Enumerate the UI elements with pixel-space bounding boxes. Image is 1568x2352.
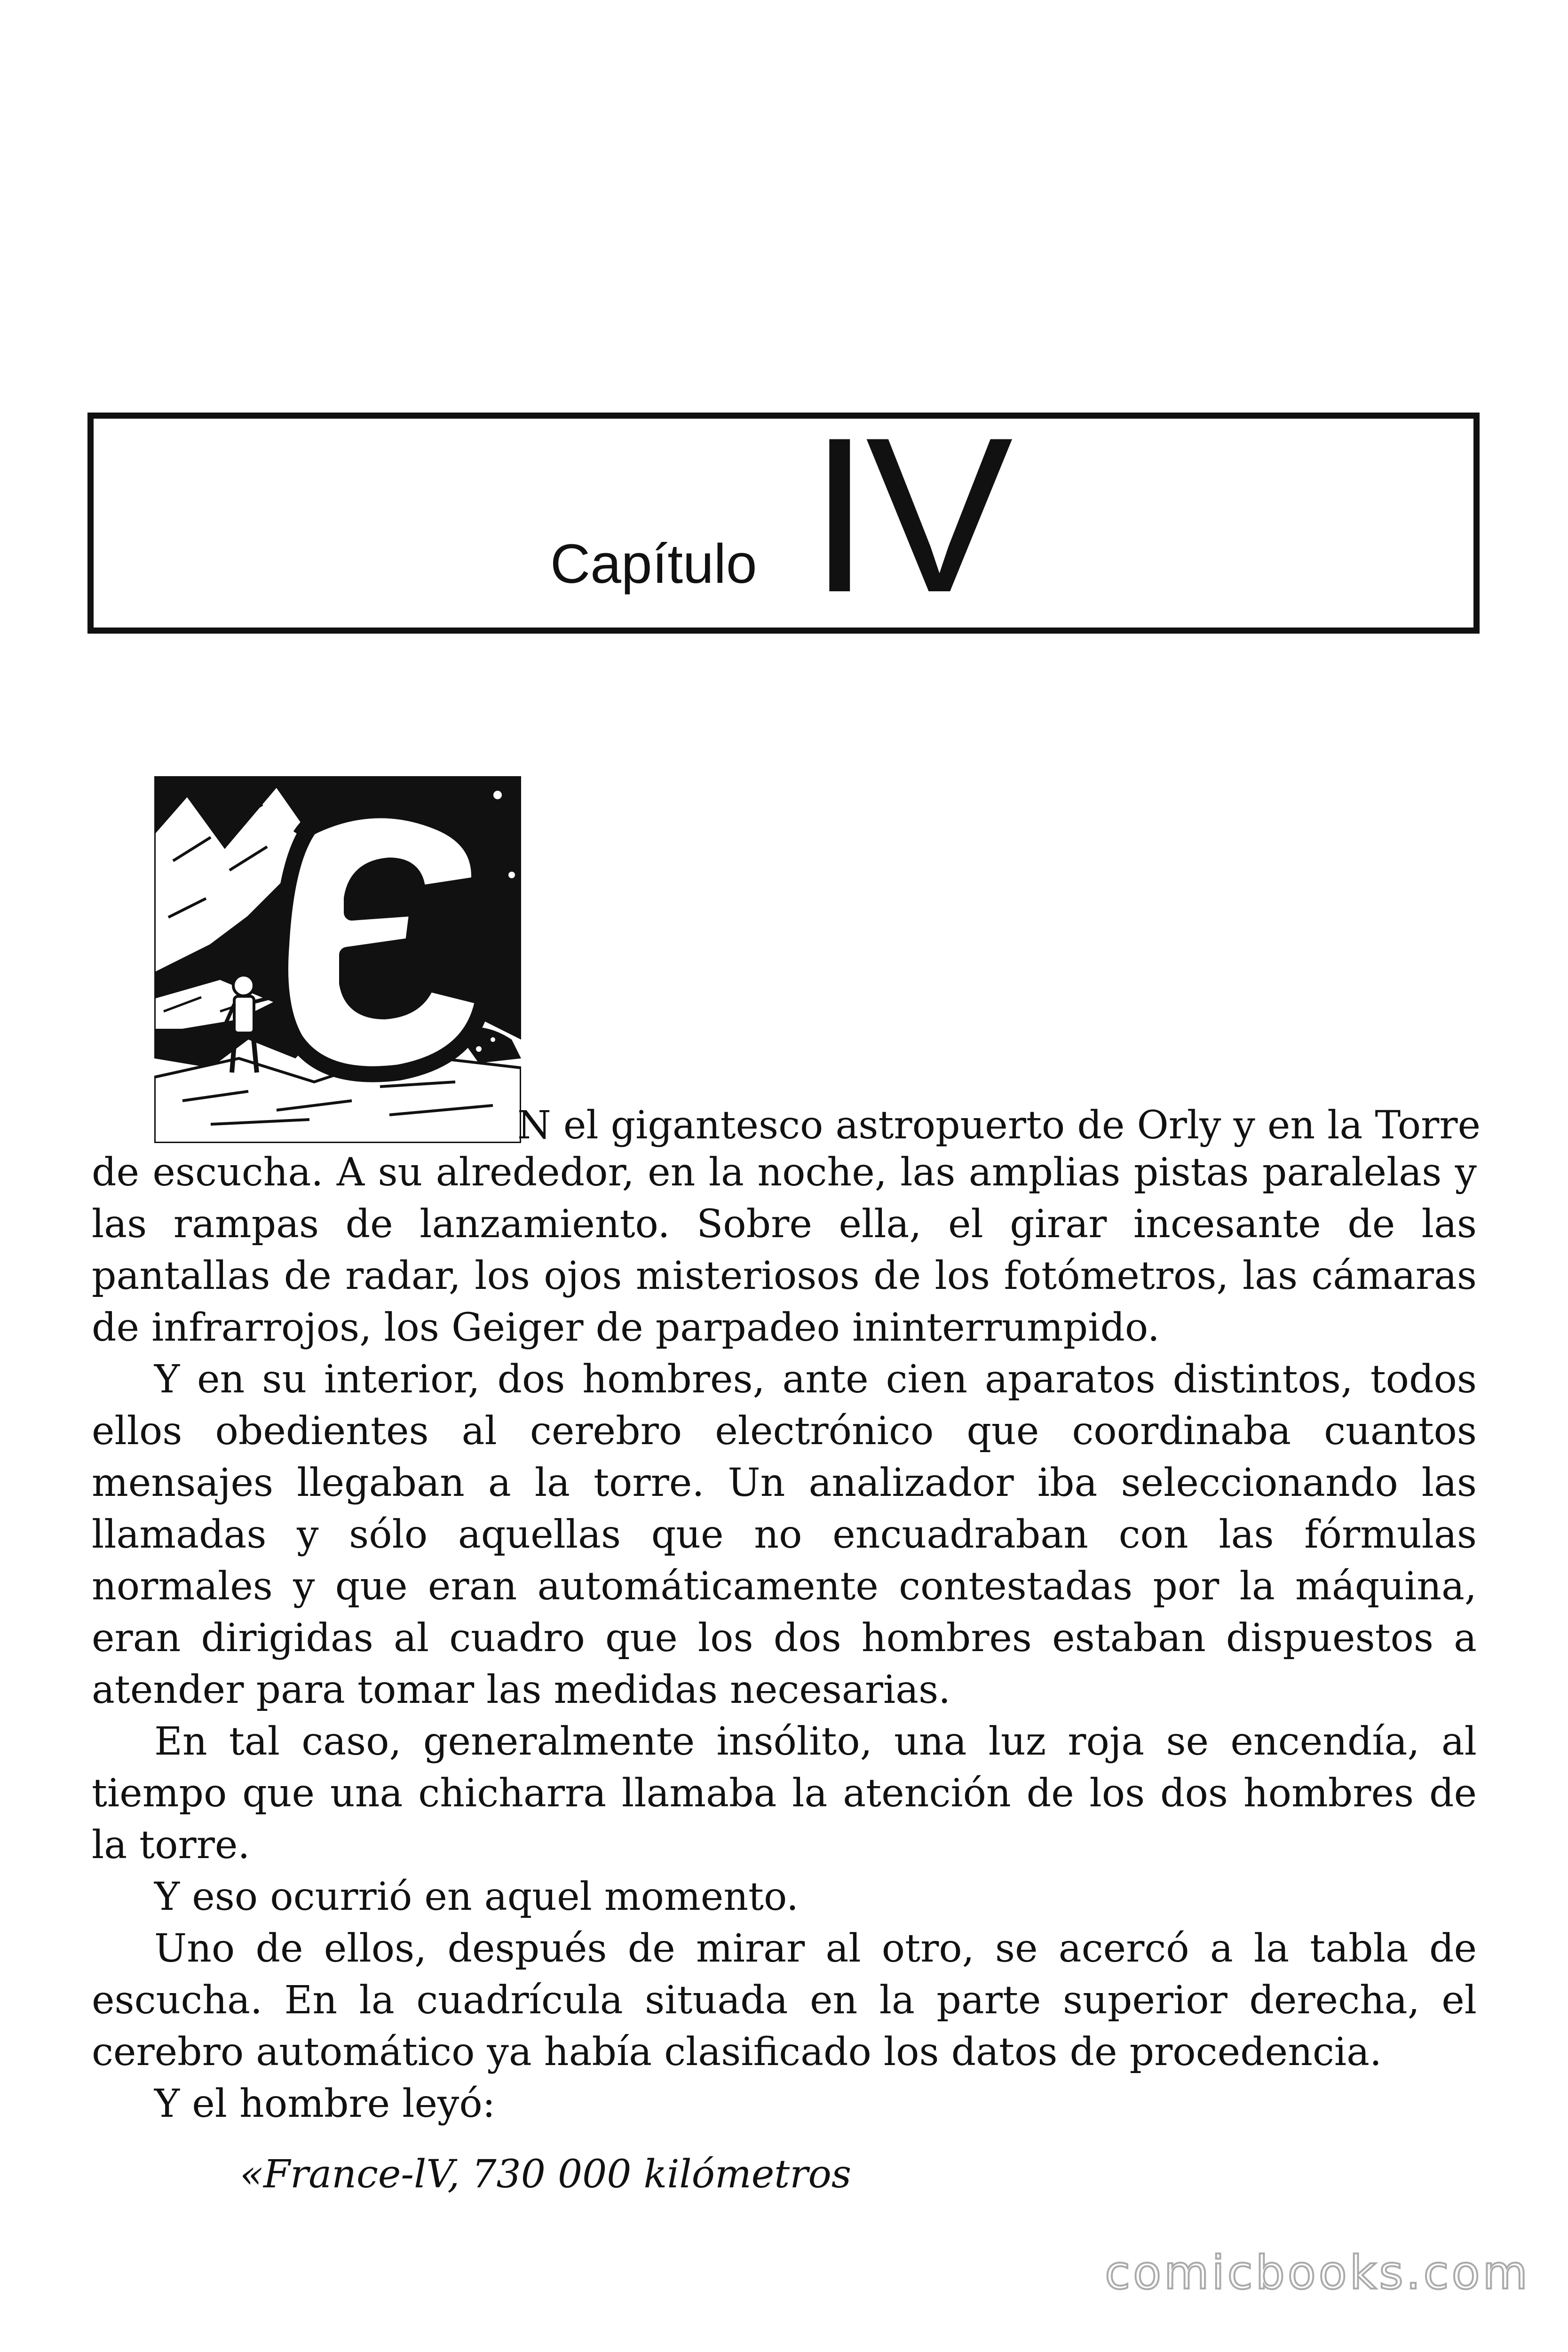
drop-cap-illustration: [154, 776, 521, 1143]
paragraph: Y eso ocurrió en aquel momento.: [154, 1875, 799, 1919]
paragraph: Y en su interior, dos hombres, ante cien aparatos distintos, todos ellos obedientes al cerebro electrónico que coordinaba cuantos mensajes llegaban a la torre. Un analizador iba seleccionando las llamadas y sólo aquellas que no encuadraban con las fórmulas normales y que eran automáticamente contestadas por la máquina, eran dirigidas al cuadro que los dos hombres estaban dispuestos a atender para tomar las medidas necesarias.: [92, 1357, 1477, 1712]
chapter-number: IV: [809, 391, 1009, 638]
watermark: comicbooks.com: [1105, 2246, 1530, 2300]
paragraph: de escucha. A su alrededor, en la noche, las amplias pistas paralelas y las rampas de lanzamiento. Sobre ella, el girar incesante de las pantallas de radar, los ojos misteriosos de los fotómetros, las cámaras de infrarrojos, los Geiger de parpadeo ininterrumpido.: [92, 1150, 1477, 1350]
chapter-heading-box: [87, 413, 1480, 634]
quote-text: «France-lV, 730 000 kilómetros: [240, 2152, 851, 2197]
paragraph: Y el hombre leyó:: [154, 2082, 496, 2126]
chapter-label: Capítulo: [550, 533, 757, 595]
paragraph: En tal caso, generalmente insólito, una luz roja se encendía, al tiempo que una chicharra llamaba la atención de los dos hombres de la torre.: [92, 1719, 1477, 1867]
paragraph: Uno de ellos, después de mirar al otro, se acercó a la tabla de escucha. En la cuadrícula situada en la parte superior derecha, el cerebro automático ya había clasificado los datos de procedencia.: [92, 1926, 1477, 2074]
first-line: N el gigantesco astropuerto de Orly y en la Torre: [517, 1103, 1481, 1148]
body-text: [92, 1147, 1477, 2201]
